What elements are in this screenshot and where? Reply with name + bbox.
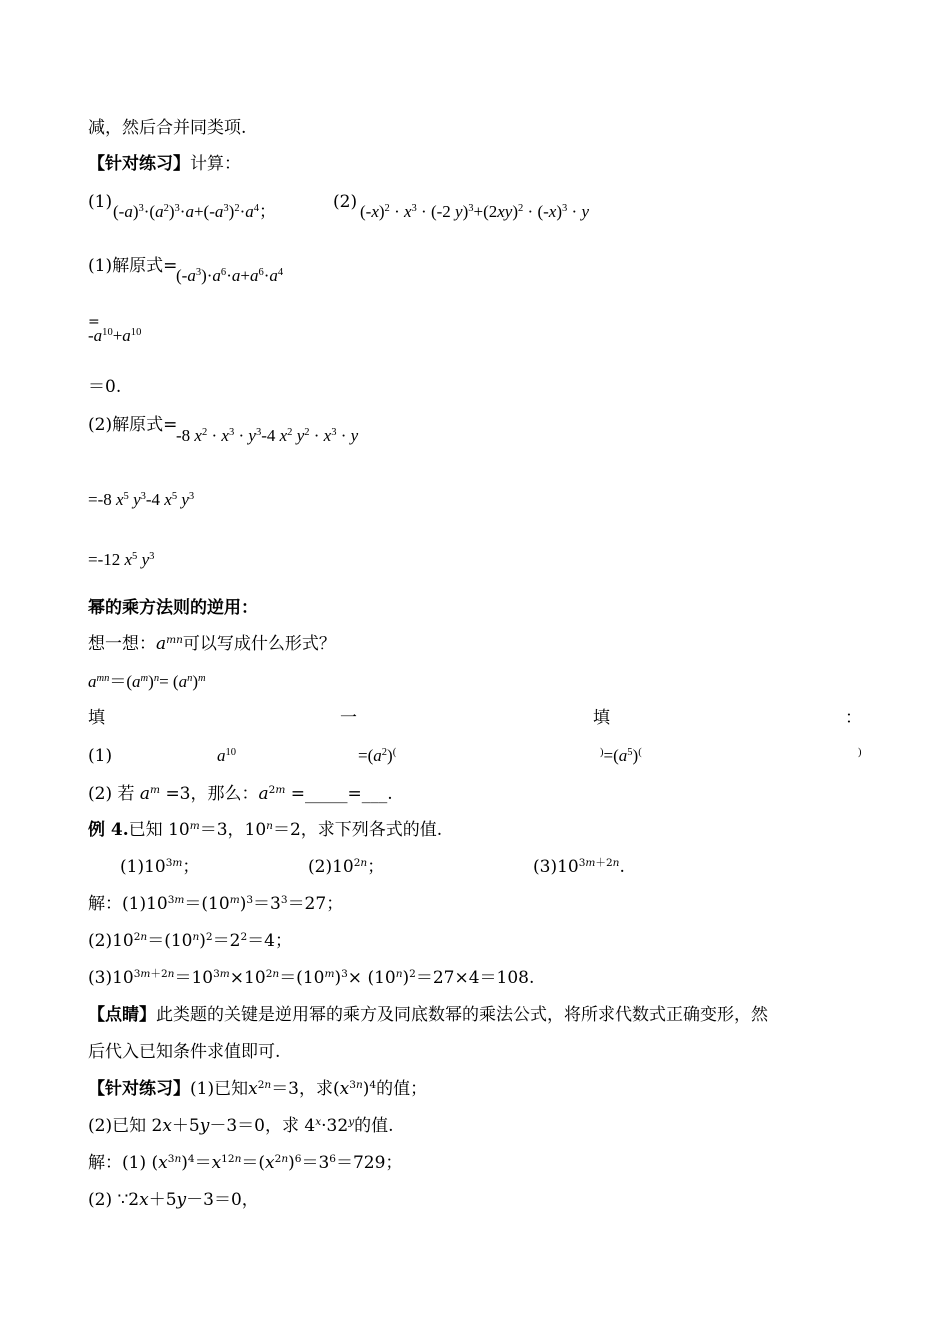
problem-1-expr: $(-a)^3\cdot(a^2)^3\cdot a+(-a^3)^2\cdot a^4$；	[113, 202, 277, 221]
fill-word: 填	[593, 708, 610, 728]
fill-item-1-eq1: $=(a^2)^($	[358, 746, 397, 765]
solution-1-expr: $(-a^3)\cdot a^6\cdot a+a^6\cdot a^4$	[176, 266, 284, 285]
tip-line-2: 后代入已知条件求值即可.	[88, 1042, 281, 1062]
fill-item-2: (2) 若 $a^m =3$，那么：$a^{2m}$ =_____=___.	[88, 784, 393, 804]
fill-word: 填	[88, 708, 105, 728]
solution-2-result: =-12 $x^5$ $y^3$	[88, 550, 155, 569]
example-4-sol-2: $(2)10^{2n}=(10^n)^2=2^2=4$；	[88, 931, 292, 951]
fill-item-1-base: $a^{10}$	[217, 746, 237, 765]
practice-heading: 【针对练习】计算：	[88, 154, 241, 174]
solution-1-step: $-a^{10}+a^{10}$	[88, 326, 142, 345]
think-line: 想一想：$a^{mn}$可以写成什么形式？	[88, 634, 336, 654]
problem-2-expr: $(-x)^2 \cdot x^3 \cdot (-2$ $y)^3+(2xy)^2 \cdot (-x)^3 \cdot y$	[360, 202, 589, 221]
example-4-sol-1: 解：$(1)10^{3m}=(10^m)^3=3^3=27$；	[88, 894, 344, 914]
fill-item-1: (1)	[88, 746, 113, 766]
section-heading: 幂的乘方法则的逆用：	[88, 598, 258, 618]
practice-1: 【针对练习】(1)已知$x^{2n}=3$，求$(x^{3n})^4$的值；	[88, 1079, 428, 1099]
problem-2: (2)	[333, 192, 358, 212]
fill-item-1-eq2: $^)=(a^5)^($	[600, 746, 642, 765]
solution-2: (2)解原式=	[88, 415, 178, 435]
formula-line: $a^{mn}=(a^m)^n= (a^n)^m$	[88, 672, 206, 691]
fill-word: 一	[340, 708, 357, 728]
tip-line-1: 【点睛】此类题的关键是逆用幂的乘方及同底数幂的乘法公式，将所求代数式正确变形，然	[88, 1005, 768, 1025]
solution-1: (1)解原式=	[88, 256, 178, 276]
example-4-q3: $(3)10^{3m+2n}$.	[533, 857, 625, 877]
practice-2: (2)已知 2x＋5y－3＝0，求 $4^x\cdot 32^y$的值.	[88, 1116, 394, 1136]
solution-2-step: =-8 $x^5$ $y^3-4$ $x^5$ $y^3$	[88, 490, 195, 509]
fill-colon: ：	[845, 708, 862, 728]
example-4: 例 4.已知 $10^m=3$，$10^n=2$，求下列各式的值.	[88, 820, 443, 840]
equals-sign: =	[88, 314, 100, 330]
example-4-sol-3: $(3)10^{3m+2n}=10^{3m}\times 10^{2n}=(10^m)^3\times (10^n)^2=27\times 4=108$.	[88, 968, 535, 988]
practice-sol-1: 解：(1) $(x^{3n})^4=x^{12n}=(x^{2n})^6=3^6=729$；	[88, 1153, 403, 1173]
example-4-q1: $(1)10^{3m}$；	[120, 857, 200, 877]
practice-sol-2: (2) ∵2x＋5y－3＝0，	[88, 1190, 259, 1210]
solution-2-expr: -8 $x^2 \cdot x^3 \cdot y^3-4$ $x^2$ $y^2 \cdot x^3 \cdot y$	[176, 426, 359, 445]
fill-item-1-close: )	[858, 747, 862, 759]
problem-1: (1)	[88, 192, 113, 212]
example-4-q2: $(2)10^{2n}$；	[308, 857, 385, 877]
text-line: 减，然后合并同类项.	[88, 118, 247, 138]
solution-1-result: ＝0.	[88, 377, 122, 397]
